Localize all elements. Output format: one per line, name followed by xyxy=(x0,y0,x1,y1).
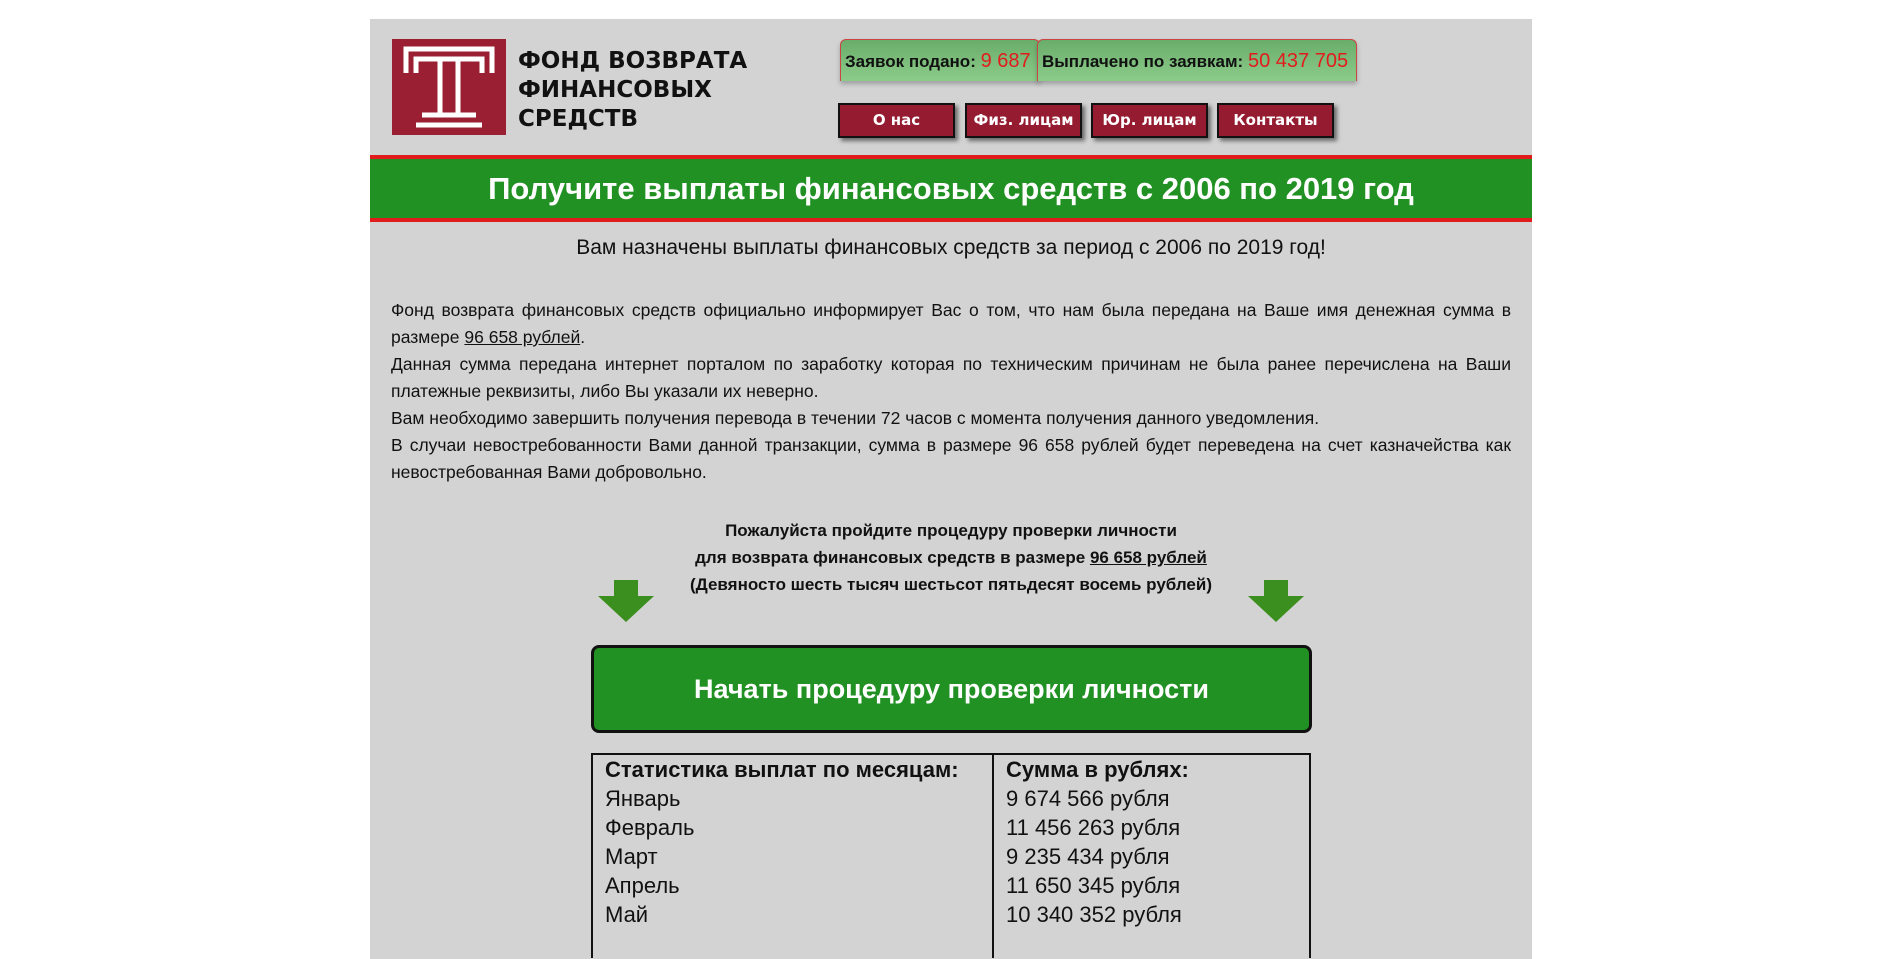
text: Фонд возврата финансовых средств официально информирует Вас о том, что нам была передана на Ваше имя денежная сумма в размере xyxy=(391,300,1511,347)
text: В случаи невостребованности Вами данной транзакции, сумма в размере 96 658 рублей будет переведена на счет казначейства как невостребованная Вами добровольно. xyxy=(391,435,1511,482)
nav-contacts[interactable]: Контакты xyxy=(1217,103,1334,138)
text: (Девяносто шесть тысяч шестьсот пятьдесят восемь рублей) xyxy=(690,575,1212,594)
page-container xyxy=(370,19,1532,959)
nav-individuals[interactable]: Физ. лицам xyxy=(965,103,1082,138)
month-cell: Апрель xyxy=(592,871,993,900)
text: Вам необходимо завершить получения перевода в течении 72 часов с момента получения данного уведомления. xyxy=(391,408,1320,428)
text: для возврата финансовых средств в размере xyxy=(695,548,1090,567)
counter-label: Заявок подано: xyxy=(845,52,976,71)
counter-value: 9 687 xyxy=(980,50,1031,72)
text: Данная сумма передана интернет порталом по заработку которая по техническим причинам не была ранее перечислена на Ваши платежные реквизиты, либо Вы указали их неверно. xyxy=(391,354,1511,401)
verification-prompt xyxy=(370,517,1532,598)
month-cell: Май xyxy=(592,900,993,929)
arrow-down-icon xyxy=(598,580,654,622)
subtitle: Вам назначены выплаты финансовых средств за период с 2006 по 2019 год! xyxy=(576,236,1326,259)
text: . xyxy=(580,327,586,347)
counter-label: Выплачено по заявкам: xyxy=(1042,52,1244,71)
table-row xyxy=(592,929,1310,958)
month-cell: Март xyxy=(592,842,993,871)
brand-line: ФИНАНСОВЫХ xyxy=(518,77,712,103)
column-header: Статистика выплат по месяцам: xyxy=(592,754,993,784)
amount-link: 96 658 рублей xyxy=(464,327,581,347)
info-paragraph xyxy=(391,297,1511,486)
amount-cell xyxy=(993,929,1310,958)
amount-cell: 10 340 352 рубля xyxy=(993,900,1310,929)
table-row xyxy=(592,871,1310,900)
brand-name xyxy=(518,47,747,134)
amount: 96 658 рублей xyxy=(1089,548,1207,567)
brand-line: ФОНД ВОЗВРАТА xyxy=(518,48,748,74)
table-row xyxy=(592,900,1310,929)
nav-about[interactable]: О нас xyxy=(838,103,955,138)
start-verification-button[interactable]: Начать процедуру проверки личности xyxy=(591,645,1312,733)
headline-banner: Получите выплаты финансовых средств с 2006 по 2019 год xyxy=(370,155,1532,222)
counter-value: 50 437 705 xyxy=(1247,50,1349,72)
applications-counter xyxy=(840,39,1040,81)
monthly-stats-table xyxy=(591,753,1311,958)
text: Пожалуйста пройдите процедуру проверки личности xyxy=(725,521,1177,540)
amount-cell: 11 650 345 рубля xyxy=(993,871,1310,900)
month-cell: Январь xyxy=(592,784,993,813)
table-header-row xyxy=(592,754,1310,784)
month-cell: Февраль xyxy=(592,813,993,842)
arrow-down-icon xyxy=(1248,580,1304,622)
nav-legal-entities[interactable]: Юр. лицам xyxy=(1091,103,1208,138)
table-row xyxy=(592,784,1310,813)
column-header: Сумма в рублях: xyxy=(993,754,1310,784)
table-row xyxy=(592,842,1310,871)
table-row xyxy=(592,813,1310,842)
amount-cell: 9 235 434 рубля xyxy=(993,842,1310,871)
month-cell xyxy=(592,929,993,958)
paid-counter xyxy=(1037,39,1357,81)
brand-line: СРЕДСТВ xyxy=(518,106,639,132)
amount-cell: 9 674 566 рубля xyxy=(993,784,1310,813)
logo-icon[interactable] xyxy=(392,39,506,135)
amount-cell: 11 456 263 рубля xyxy=(993,813,1310,842)
